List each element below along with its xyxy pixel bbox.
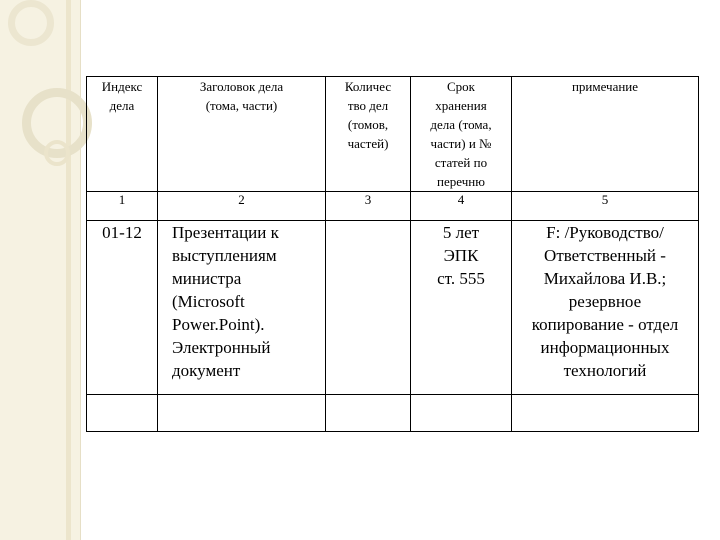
column-number-row: [87, 192, 699, 221]
cell-retention-term: 5 лет ЭПК ст. 555: [411, 221, 512, 395]
empty-cell: [411, 395, 512, 432]
header-retention-term: Срок хранения дела (тома, части) и № статей по перечню: [411, 77, 512, 192]
decorative-stripe: [66, 0, 71, 540]
column-number: 3: [326, 192, 411, 221]
decorative-ring: [44, 140, 70, 166]
header-case-index: Индекс дела: [87, 77, 158, 192]
case-nomenclature-table: [86, 76, 699, 432]
column-number: 1: [87, 192, 158, 221]
decorative-side-panel: [0, 0, 81, 540]
header-case-title: Заголовок дела (тома, части): [158, 77, 326, 192]
cell-case-title: Презентации к выступлениям министра (Microsoft Power.Point). Электронный документ: [158, 221, 326, 395]
column-number: 5: [512, 192, 699, 221]
header-note: примечание: [512, 77, 699, 192]
empty-cell: [158, 395, 326, 432]
empty-cell: [326, 395, 411, 432]
empty-table-row: [87, 395, 699, 432]
decorative-ring: [8, 0, 54, 46]
empty-cell: [512, 395, 699, 432]
cell-note: F: /Руководство/ Ответственный - Михайлова И.В.; резервное копирование - отдел информационных технологий: [512, 221, 699, 395]
cell-case-index: 01-12: [87, 221, 158, 395]
empty-cell: [87, 395, 158, 432]
column-number: 2: [158, 192, 326, 221]
cell-case-count: [326, 221, 411, 395]
table-header-row: [87, 77, 699, 192]
table-row: [87, 221, 699, 395]
header-case-count: Количес тво дел (томов, частей): [326, 77, 411, 192]
column-number: 4: [411, 192, 512, 221]
